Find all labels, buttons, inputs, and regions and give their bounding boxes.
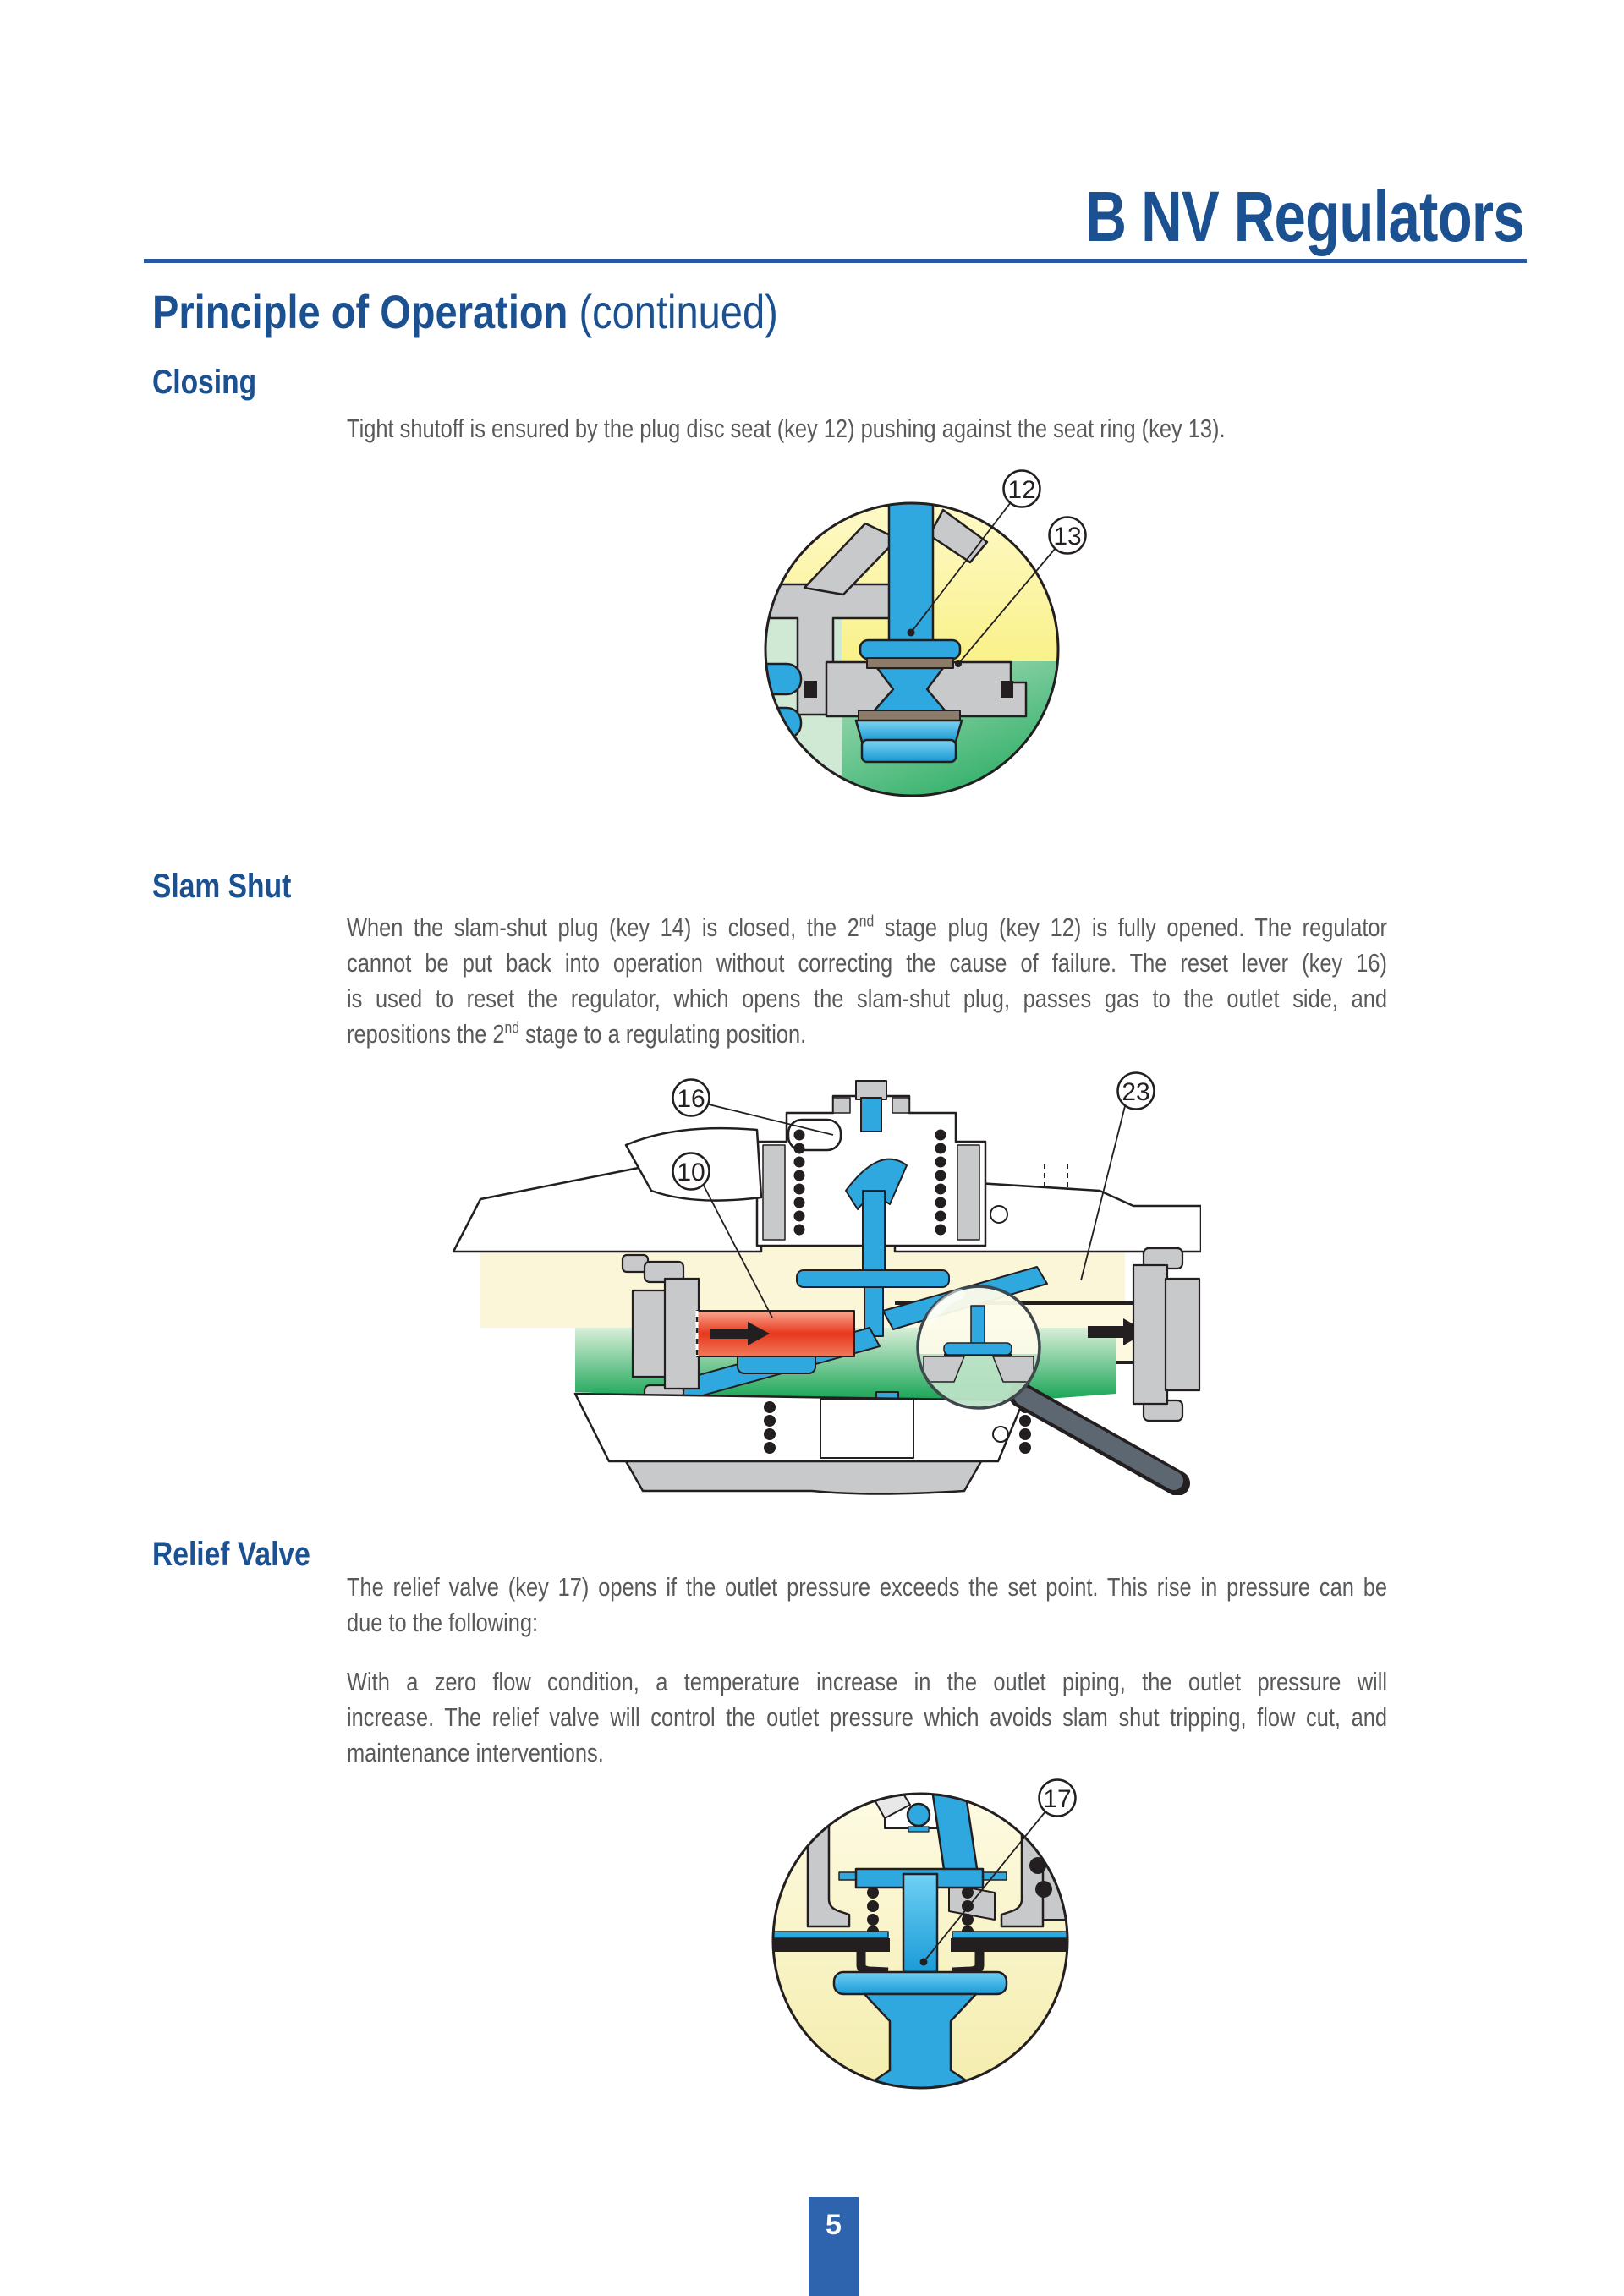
relief-valve-heading: Relief Valve [152,1536,310,1573]
closing-diagram [732,461,1104,808]
relief-valve-diagram [761,1766,1100,2106]
page-number: 5 [826,2209,842,2241]
relief-valve-paragraph-1 [347,1570,1616,1641]
callout-12-label: 12 [1007,476,1036,504]
callout-23-label: 23 [1122,1078,1150,1106]
section-title-bold: Principle of Operation [152,285,568,338]
callout-17-label: 17 [1043,1785,1072,1813]
relief-valve-paragraph-2 [347,1664,1616,1771]
callout-16-label: 16 [677,1085,705,1113]
closing-paragraph [347,411,1616,447]
closing-heading: Closing [152,364,257,401]
text-line: is used to reset the regulator, which opens the slam-shut plug, passes gas to the outlet side, and [347,984,1387,1013]
page-number-box [809,2197,859,2296]
text-line: increase. The relief valve will control the outlet pressure which avoids slam shut tripping, flow cut, and [347,1702,1387,1732]
section-title [152,284,778,339]
slam-shut-diagram [372,1064,1201,1495]
callout-10-label: 10 [677,1159,705,1186]
text-line: When the slam-shut plug (key 14) is closed, the 2nd stage plug (key 12) is fully opened. The regulator [347,912,1387,942]
callout-13-label: 13 [1053,523,1082,551]
text-line: maintenance interventions. [347,1738,604,1767]
text-line: due to the following: [347,1608,539,1637]
header-rule [144,259,1527,263]
slam-shut-heading: Slam Shut [152,868,292,905]
section-title-suffix: (continued) [568,285,778,338]
text-line: repositions the 2nd stage to a regulating position. [347,1019,807,1049]
text-line: cannot be put back into operation without correcting the cause of failure. The reset lever (key 16) [347,948,1387,978]
page-title: B NV Regulators [1085,177,1524,256]
text-line: With a zero flow condition, a temperature increase in the outlet piping, the outlet pressure will [347,1667,1387,1696]
text-line: The relief valve (key 17) opens if the outlet pressure exceeds the set point. This rise in pressure can be [347,1572,1387,1602]
slam-shut-paragraph [347,910,1616,1052]
text-line: Tight shutoff is ensured by the plug disc seat (key 12) pushing against the seat ring (key 13). [347,414,1226,443]
